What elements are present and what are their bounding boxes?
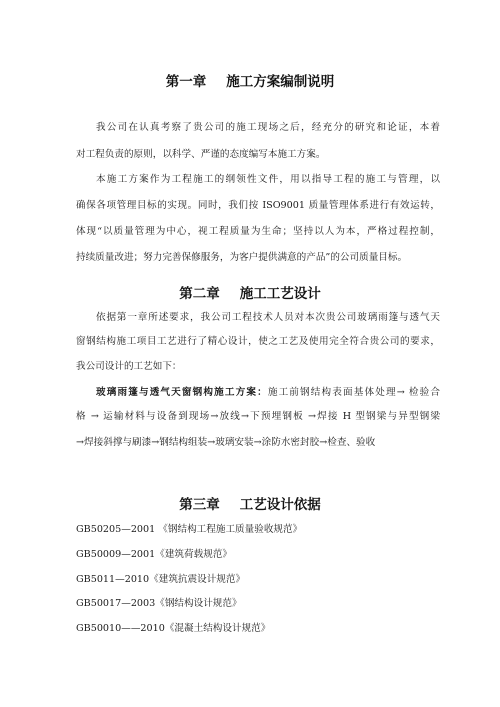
- chapter-1-para-2-line-2: 确保各项管理目标的实现。同时，我们按 ISO9001 质量管理体系进行有效运转，: [76, 200, 440, 211]
- chapter-1-title: 施工方案编制说明: [226, 74, 335, 90]
- scheme-text-1: 施工前钢结构表面基体处理→ 检验合: [267, 387, 440, 398]
- chapter-1-para-2-line-1: 本施工方案作为工程施工的纲领性文件，用以指导工程的施工与管理，以: [96, 174, 440, 185]
- chapter-2-para-1-line-3: 我公司设计的工艺如下：: [76, 361, 182, 372]
- chapter-3-number: 第三章: [179, 497, 220, 513]
- standard-item-1: GB50205—2001 《钢结构工程施工质量验收规范》: [76, 524, 303, 535]
- standard-item-4: GB50017—2003《钢结构设计规范》: [76, 598, 242, 609]
- chapter-2-number: 第二章: [179, 286, 220, 302]
- chapter-1-number: 第一章: [165, 74, 207, 90]
- scheme-label: 玻璃雨篷与透气天窗钢构施工方案：: [96, 387, 268, 398]
- chapter-1-para-2-line-3: 体现“以质量管理为中心，视工程质量为生命；坚持以人为本，严格过程控制，: [76, 226, 440, 237]
- chapter-2-heading: [0, 282, 500, 302]
- scheme-line-2: 格 → 运输材料与设备到现场→放线→下预埋钢板 →焊接 H 型钢梁与异型钢梁: [76, 411, 440, 422]
- standard-item-5: GB50010——2010《混凝土结构设计规范》: [76, 623, 271, 634]
- chapter-1-para-1-line-1: 我公司在认真考察了贵公司的施工现场之后，经充分的研究和论证，本着: [96, 122, 440, 133]
- scheme-line-3: →焊接斜撑与刷漆→钢结构组装→玻璃安装→涂防水密封胶→检查、验收: [76, 437, 376, 448]
- chapter-3-heading: [0, 493, 500, 513]
- chapter-1-heading: [0, 70, 500, 90]
- scheme-line-1: [96, 386, 440, 400]
- chapter-2-para-1-line-1: 依据第一章所述要求，我公司工程技术人员对本次贵公司玻璃雨篷与透气天: [96, 312, 440, 323]
- chapter-1-para-2-line-4: 持续质量改进；努力完善保修服务，为客户提供满意的产品”的公司质量目标。: [76, 252, 408, 263]
- chapter-2-para-1-line-2: 窗钢结构施工项目工艺进行了精心设计，使之工艺及使用完全符合贵公司的要求，: [76, 336, 440, 347]
- chapter-1-para-1-line-2: 对工程负责的原则，以科学、严谨的态度编写本施工方案。: [76, 149, 326, 160]
- chapter-3-title: 工艺设计依据: [239, 497, 321, 513]
- chapter-2-title: 施工工艺设计: [239, 286, 321, 302]
- standard-item-3: GB5011—2010《建筑抗震设计规范》: [76, 574, 246, 585]
- standard-item-2: GB50009—2001《建筑荷载规范》: [76, 549, 232, 560]
